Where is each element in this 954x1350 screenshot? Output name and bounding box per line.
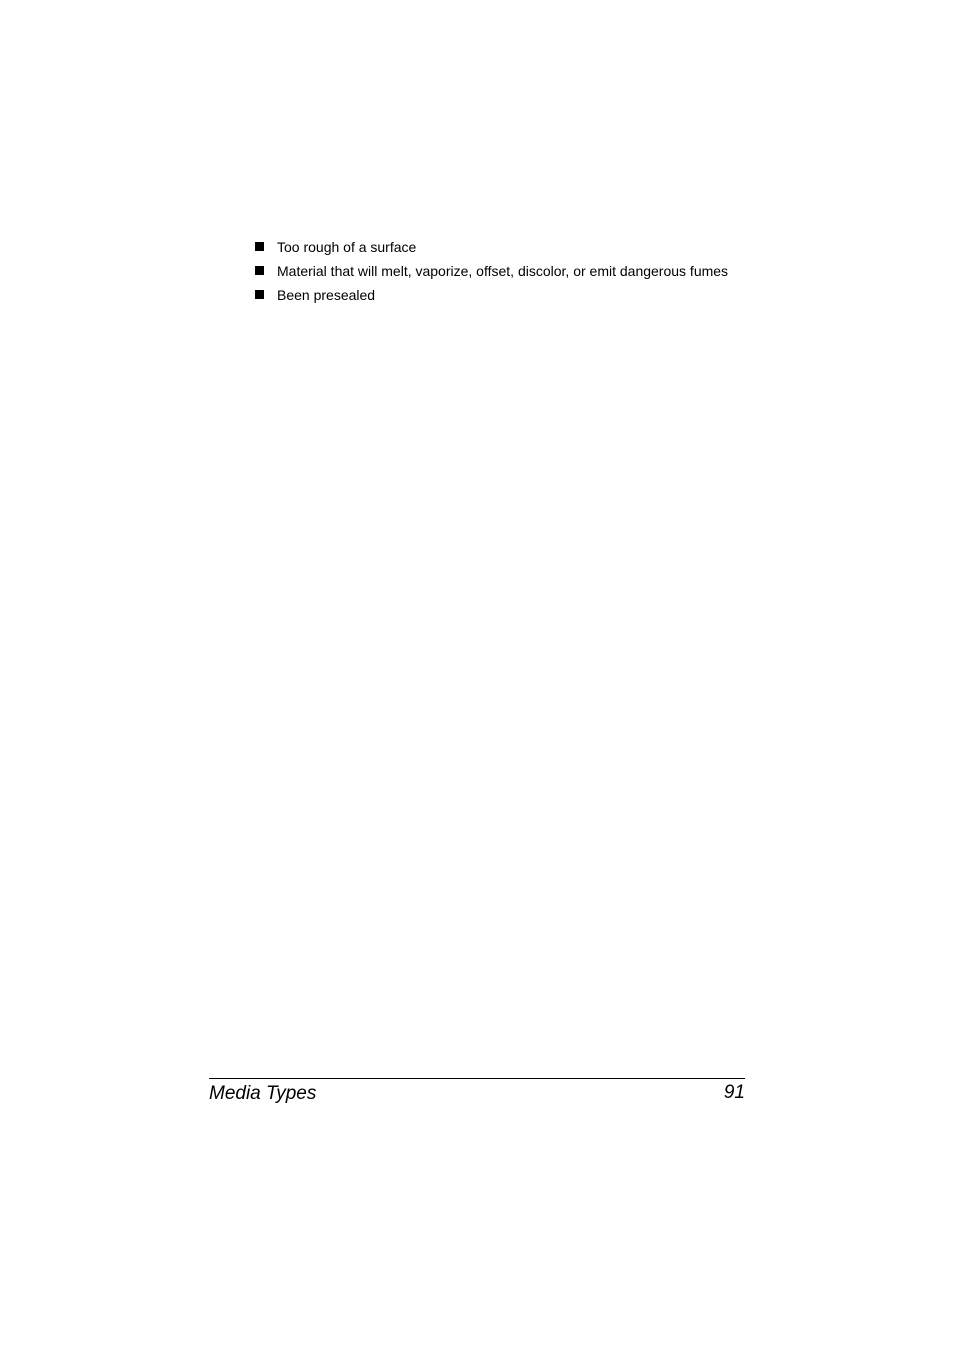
- square-bullet-icon: [255, 242, 264, 251]
- list-item: [255, 284, 775, 308]
- footer-section-title: Media Types: [209, 1083, 317, 1104]
- square-bullet-icon: [255, 266, 264, 275]
- list-item-text: Material that will melt, vaporize, offset, discolor, or emit dangerous fumes: [277, 263, 729, 279]
- square-bullet-icon: [255, 290, 264, 299]
- list-item-text: Been presealed: [277, 287, 376, 303]
- list-item-text: Too rough of a surface: [277, 239, 417, 255]
- list-item: [255, 236, 775, 260]
- page-number: 91: [723, 1082, 745, 1103]
- page-footer: [209, 1078, 745, 1109]
- list-item: [255, 260, 775, 284]
- bullet-list: [255, 236, 775, 308]
